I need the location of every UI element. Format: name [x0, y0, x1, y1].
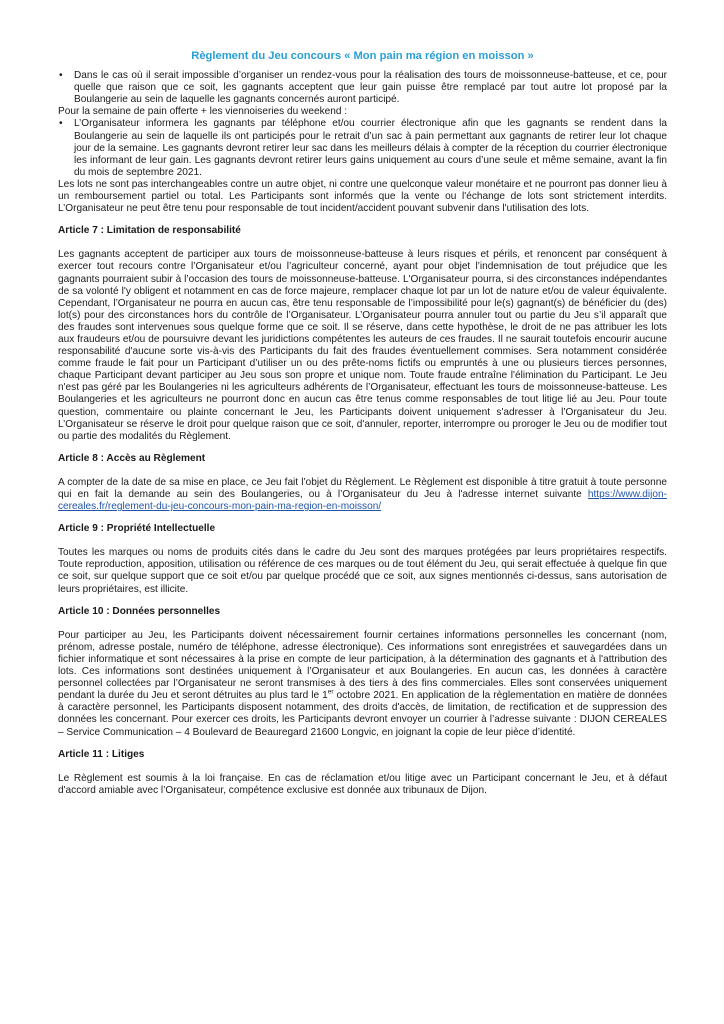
article-8-body [58, 477, 667, 513]
article-7-heading: Article 7 : Limitation de responsabilité [58, 225, 241, 237]
week-label: Pour la semaine de pain offerte + les viennoiseries du weekend : [58, 106, 348, 118]
article-10-heading: Article 10 : Données personnelles [58, 605, 221, 617]
week-bullet-list [58, 118, 667, 178]
ordinal-superscript: er [327, 688, 334, 696]
article-9-body: Toutes les marques ou noms de produits cités dans le cadre du Jeu sont des marques protégées par leurs propriétaires respectifs. Toute reproduction, apposition, utilisation ou référence de ces marques ou de tout élément du Jeu, qui serait effectuée à quelque fin que ce soit, sur quelque support que ce soit et/ou par quelque procédé que ce soit, aux signes mentionnés ci-dessus, sans autorisation de leurs propriétaires, est illicite. [58, 547, 667, 595]
bullet-icon: • [59, 118, 63, 130]
intro-bullet-list [58, 70, 667, 106]
bullet-icon: • [59, 70, 63, 82]
article-11-heading: Article 11 : Litiges [58, 748, 145, 760]
article-9-heading: Article 9 : Propriété Intellectuelle [58, 523, 216, 535]
reglement-link[interactable]: https://www.dijon-cereales.fr/reglement-du-jeu-concours-mon-pain-ma-region-en-moisson/ [58, 489, 667, 513]
article-10-text-before: Pour participer au Jeu, les Participants doivent nécessairement fournir certaines informations personnelles les concernant (nom, prénom, adresse postale, numéro de téléphone, adresse électronique). Ces informations sont enregistrées et sauvegardées dans un fichier informatique et sont nécessaires à la prise en compte de leur participation, à la détermination des gagnants et à l'attribution des lots. Ces informations sont destinées uniquement à l’Organisateur et aux Boulangeries. En aucun cas, les données à caractère personnel collectées par l’Organisateur ne seront transmises à des tiers à des fins commerciales. Elles sont conservées uniquement pendant la durée du Jeu et seront détruites au plus tard le 1 [58, 629, 667, 702]
article-8-heading: Article 8 : Accès au Règlement [58, 452, 206, 464]
bullet-text-pickup: L’Organisateur informera les gagnants par téléphone et/ou courrier électronique afin que les gagnants se rendent dans la Boulangerie au sein de laquelle ils ont participés pour le retrait d’un sac à pain permettant aux gagnants de retirer leur lot chaque jour de la semaine. Les gagnants devront retirer leur sac dans les meilleurs délais à compter de la réception du courrier électronique les informant de leur gain. Les gagnants devront retirer leurs gains uniquement au cours d’une seule et même semaine, avant la fin du mois de septembre 2021. [74, 118, 667, 178]
list-item [58, 118, 667, 178]
article-7-body: Les gagnants acceptent de participer aux tours de moissonneuse-batteuse à leurs risques et périls, et renoncent par conséquent à exercer tout recours contre l’Organisateur et/ou l’agriculteur concerné, ayant pour objet l’indemnisation de tout préjudice que les gagnants pourraient subir à l’occasion des tours de moissonneuse-batteuse. L'Organisateur pourra, si des circonstances indépendantes de sa volonté l'y obligent et notamment en cas de force majeure, remplacer chaque lot par un lot de nature et/ou de valeur équivalente. Cependant, l’Organisateur ne pourra en aucun cas, être tenu responsable de l’impossibilité pour le(s) gagnant(s) de bénéficier du (des) lot(s) pour des circonstances hors du contrôle de l’Organisateur. L’Organisateur pourra annuler tout ou partie du Jeu s’il apparaît que des fraudes sont intervenues sous quelque forme que ce soit. Il se réserve, dans cette hypothèse, le droit de ne pas attribuer les lots aux fraudeurs et/ou de poursuivre devant les juridictions compétentes les auteurs de ces fraudes. Il ne saurait toutefois encourir aucune responsabilité d'aucune sorte vis-à-vis des Participants du fait des fraudes éventuellement commises. Sera notamment considérée comme fraude le fait pour un Participant d’utiliser un ou des prête-noms fictifs ou empruntés à une ou plusieurs tierces personnes, chaque Participant devant participer au Jeu sous son propre et unique nom. Toute fraude entraîne l'élimination du Participant. Le Jeu n'est pas géré par les Boulangeries ni les agriculteurs adhérents de l’Organisateur, effectuant les tours de moissonneuse-batteuse. Les Boulangeries et les agriculteurs ne pourront donc en aucun cas être tenus comme responsables de tout litige lié au Jeu. Pour toute question, commentaire ou plainte concernant le Jeu, les Participants doivent uniquement s'adresser à l’Organisateur du Jeu. L’Organisateur se réserve le droit pour quelque raison que ce soit, d'annuler, reporter, interrompre ou proroger le Jeu ou de modifier tout ou partie des modalités du Règlement. [58, 249, 667, 442]
article-8-text: A compter de la date de sa mise en place, ce Jeu fait l’objet du Règlement. Le Règlement est disponible à titre gratuit à toute personne qui en fait la demande au sein des Boulangeries, ou à l’Organisateur du Jeu à l'adresse internet suivante [58, 476, 667, 500]
document-title: Règlement du Jeu concours « Mon pain ma région en moisson » [191, 50, 534, 62]
article-10-body [58, 630, 667, 739]
article-10-text-after: octobre 2021. En application de la règlementation en matière de données à caractère personnel, les Participants disposent notamment, des droits d'accès, de limitation, de rectification et de suppression des données les concernant. Pour exercer ces droits, les Participants devront envoyer un courrier à l’adresse suivante : DIJON CEREALES – Service Communication – 4 Boulevard de Beauregard 21600 Longvic, en joignant la copie de leur pièce d’identité. [58, 690, 667, 738]
lots-paragraph: Les lots ne sont pas interchangeables contre un autre objet, ni contre une quelconque valeur monétaire et ne pourront pas donner lieu à un remboursement partiel ou total. Les Participants sont informés que la vente ou l'échange de lots sont strictement interdits. L’Organisateur ne peut être tenu pour responsable de tout incident/accident pouvant subvenir dans l'utilisation des lots. [58, 178, 667, 215]
article-11-body: Le Règlement est soumis à la loi française. En cas de réclamation et/ou litige avec un Participant concernant le Jeu, et à défaut d'accord amiable avec l’Organisateur, compétence exclusive est donnée aux tribunaux de Dijon. [58, 772, 667, 796]
bullet-text-replacement: Dans le cas où il serait impossible d’organiser un rendez-vous pour la réalisation des tours de moissonneuse-batteuse, et ce, pour quelle que raison que ce soit, les gagnants acceptent que leur gain puisse être remplacé par tout autre lot proposé par la Boulangerie au sein de laquelle les gagnants concernés auront participé. [74, 70, 667, 106]
list-item [58, 70, 667, 106]
